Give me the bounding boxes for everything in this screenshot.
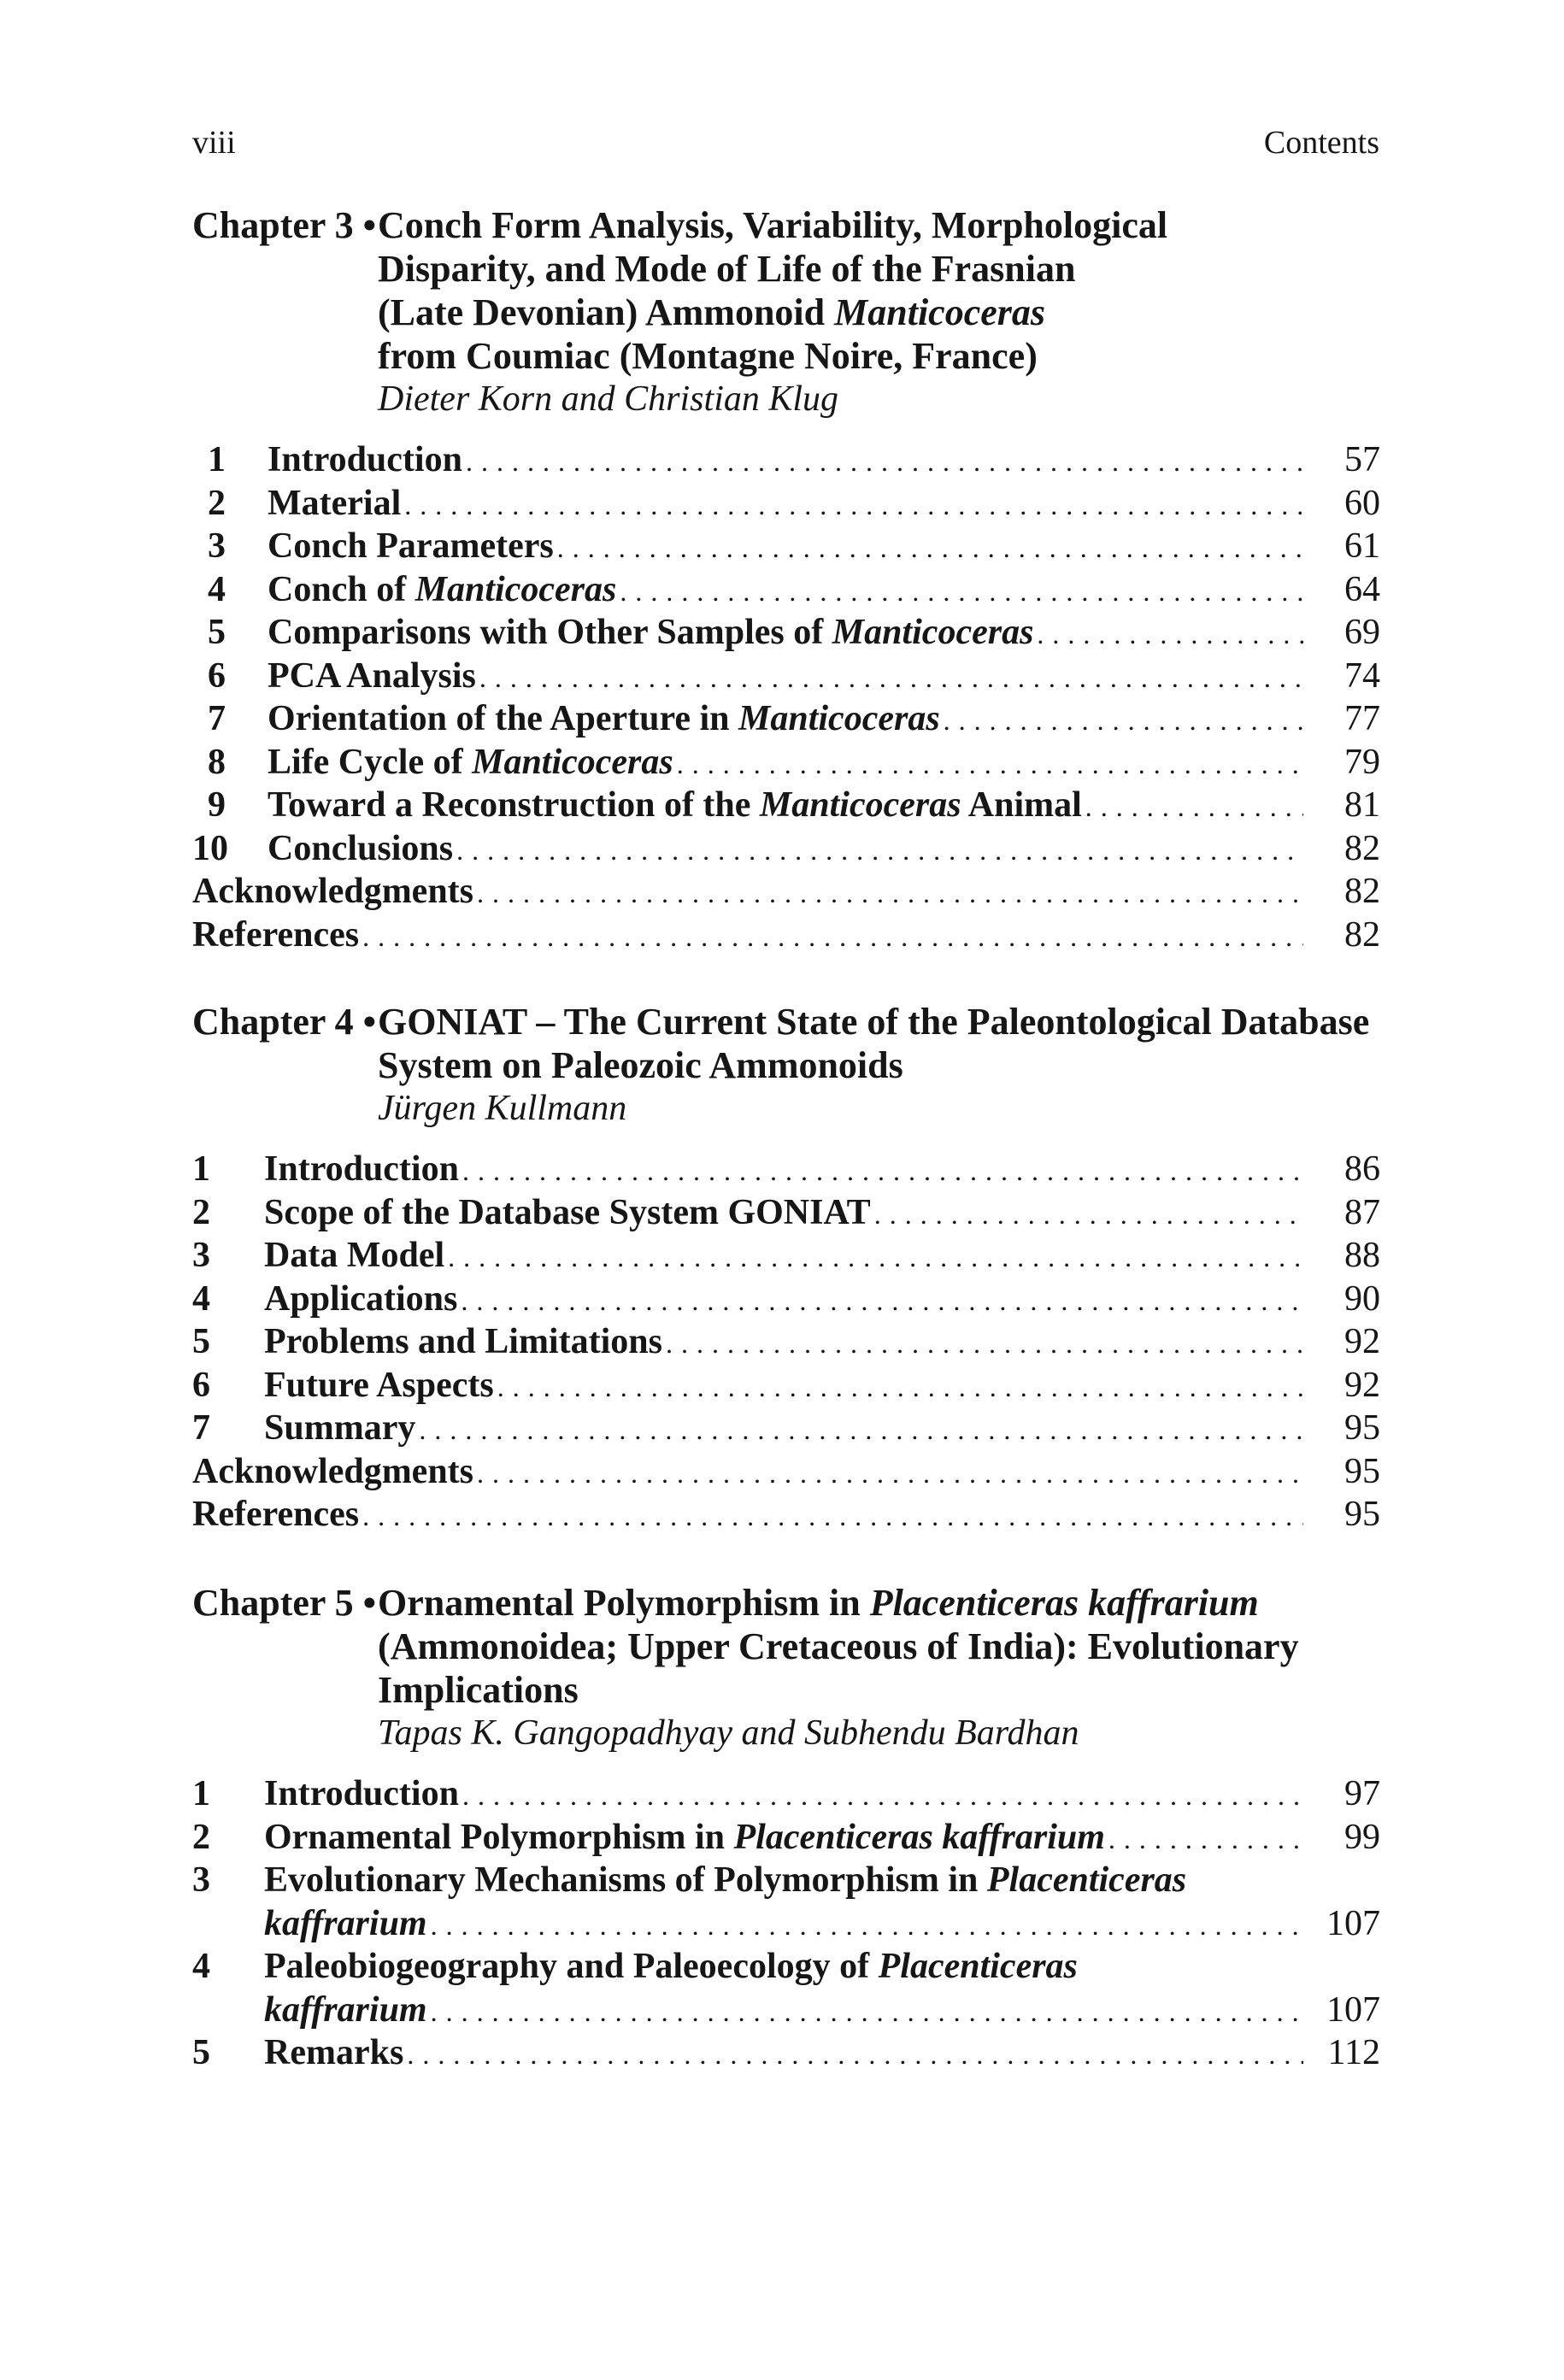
entry-number: 10 (192, 828, 228, 868)
chapter-3-title-line: Conch Form Analysis, Variability, Morphological (378, 204, 1168, 246)
toc-entry[interactable] (192, 611, 1380, 655)
entry-number: 2 (208, 483, 226, 523)
entry-number: 8 (208, 742, 226, 782)
dot-leader (1085, 785, 1303, 829)
dot-leader (620, 570, 1303, 614)
entry-page: 86 (1344, 1149, 1380, 1189)
entry-title-taxon: Placenticeras (986, 1860, 1187, 1900)
dot-leader (448, 1236, 1303, 1279)
running-head (192, 121, 1379, 164)
dot-leader (677, 743, 1303, 786)
entry-title: Paleobiogeography and Paleoecology of (264, 1947, 879, 1986)
entry-page: 92 (1344, 1365, 1380, 1405)
entry-number: 6 (192, 1365, 210, 1405)
entry-page: 107 (1326, 1903, 1380, 1943)
chapter-3-toc (192, 438, 1380, 956)
entry-page: 87 (1344, 1192, 1380, 1232)
chapter-4-block (192, 1000, 1380, 1537)
entry-number: 1 (208, 440, 226, 479)
entry-title: Ornamental Polymorphism in (264, 1817, 734, 1857)
toc-entry[interactable] (192, 568, 1380, 612)
chapter-4-label: Chapter 4 • (192, 1001, 377, 1043)
toc-entry-continuation[interactable] (192, 1989, 1380, 2032)
toc-entry-acknowledgments[interactable] (192, 1450, 1380, 1494)
entry-number: 3 (192, 1860, 210, 1900)
chapter-4-heading (192, 1000, 1380, 1087)
entry-page: 69 (1344, 613, 1380, 652)
entry-title: Comparisons with Other Samples of (268, 613, 832, 652)
dot-leader (362, 1495, 1303, 1538)
dot-leader (497, 1366, 1303, 1409)
entry-title-taxon: kaffrarium (264, 1989, 427, 2030)
toc-entry[interactable] (192, 1191, 1380, 1235)
toc-entry[interactable] (192, 525, 1380, 568)
entry-number: 4 (208, 569, 226, 609)
dot-leader (479, 656, 1303, 700)
entry-number: 2 (192, 1817, 210, 1857)
chapter-4-toc (192, 1148, 1380, 1537)
entry-page: 77 (1344, 699, 1380, 738)
entry-title: Future Aspects (264, 1365, 494, 1405)
entry-title: Introduction (264, 1149, 459, 1189)
entry-title-taxon: Manticoceras (472, 742, 673, 782)
toc-entry[interactable] (192, 1772, 1380, 1816)
toc-entry-references[interactable] (192, 914, 1380, 957)
dot-leader (466, 440, 1303, 484)
chapter-4-title-line: GONIAT – The Current State of the Paleontological Database (378, 1001, 1370, 1043)
entry-title-taxon: Placenticeras (878, 1947, 1078, 1986)
dot-leader (557, 526, 1303, 570)
entry-title: Evolutionary Mechanisms of Polymorphism in (264, 1860, 987, 1900)
entry-number: 7 (208, 699, 226, 738)
dot-leader (462, 1149, 1303, 1193)
entry-number: 3 (192, 1236, 210, 1275)
toc-entry[interactable] (192, 784, 1380, 827)
entry-title: Remarks (264, 2033, 404, 2072)
toc-entry[interactable] (192, 697, 1380, 741)
entry-title: PCA Analysis (268, 655, 476, 696)
entry-page: 90 (1344, 1278, 1380, 1319)
toc-entry[interactable] (192, 1278, 1380, 1321)
entry-title: Conch Parameters (268, 526, 554, 566)
entry-title: Introduction (264, 1774, 459, 1813)
toc-entry[interactable] (192, 827, 1380, 871)
entry-number: 7 (192, 1408, 210, 1448)
entry-title-suffix: Animal (961, 785, 1082, 825)
entry-page: 88 (1344, 1236, 1380, 1275)
dot-leader (462, 1774, 1303, 1818)
chapter-3-label: Chapter 3 • (192, 204, 377, 246)
entry-page: 61 (1344, 526, 1380, 566)
chapter-5-heading (192, 1581, 1380, 1712)
entry-title: Applications (264, 1278, 458, 1319)
toc-entry-acknowledgments[interactable] (192, 870, 1380, 914)
entry-number: 2 (192, 1192, 210, 1232)
toc-entry[interactable] (192, 1859, 1380, 1902)
entry-title: Toward a Reconstruction of the (268, 785, 760, 825)
entry-title-taxon: Placenticeras kaffrarium (733, 1817, 1105, 1857)
entry-page: 95 (1344, 1408, 1380, 1448)
entry-title-taxon: kaffrarium (264, 1903, 427, 1943)
dot-leader (874, 1193, 1303, 1237)
chapter-5-title-taxon: Placenticeras kaffrarium (869, 1582, 1259, 1624)
chapter-5-title-line: (Ammonoidea; Upper Cretaceous of India): Evolutionary (378, 1625, 1299, 1667)
chapter-3-block (192, 203, 1380, 956)
entry-title: Material (268, 483, 402, 523)
entry-title: Introduction (268, 440, 462, 479)
entry-page: 99 (1344, 1817, 1380, 1857)
chapter-5-toc (192, 1772, 1380, 2075)
toc-entry[interactable] (192, 1816, 1380, 1860)
toc-entry[interactable] (192, 655, 1380, 698)
toc-entry[interactable] (192, 482, 1380, 526)
entry-title: Summary (264, 1408, 416, 1448)
dot-leader (1037, 613, 1303, 656)
entry-title: Scope of the Database System GONIAT (264, 1192, 871, 1232)
entry-page: 57 (1344, 440, 1380, 479)
entry-page: 95 (1344, 1451, 1380, 1491)
entry-number: 3 (208, 526, 226, 566)
page-folio: viii (192, 125, 236, 161)
toc-entry[interactable] (192, 438, 1380, 482)
dot-leader (477, 1452, 1303, 1496)
chapter-3-heading (192, 203, 1380, 378)
toc-entry[interactable] (192, 1945, 1380, 1989)
toc-entry[interactable] (192, 1234, 1380, 1278)
dot-leader (407, 2033, 1303, 2077)
chapter-5-authors: Tapas K. Gangopadhyay and Subhendu Bardhan (378, 1713, 1079, 1753)
running-head-section: Contents (1263, 125, 1379, 161)
entry-page: 82 (1344, 914, 1380, 955)
entry-number: 5 (192, 2033, 210, 2072)
dot-leader (666, 1322, 1303, 1366)
dot-leader (404, 484, 1303, 527)
dot-leader (461, 1279, 1303, 1323)
entry-number: 1 (192, 1149, 210, 1189)
toc-entry[interactable] (192, 1148, 1380, 1191)
entry-number: 5 (208, 613, 226, 652)
entry-title: Orientation of the Aperture in (268, 699, 739, 738)
entry-title: References (192, 914, 360, 955)
dot-leader (431, 1990, 1303, 2034)
dot-leader (456, 829, 1303, 873)
chapter-4-title-line: System on Paleozoic Ammonoids (378, 1044, 903, 1086)
entry-title: Acknowledgments (192, 1451, 474, 1491)
toc-entry[interactable] (192, 1320, 1380, 1364)
entry-title-taxon: Manticoceras (759, 785, 961, 825)
entry-page: 74 (1344, 655, 1380, 696)
entry-number: 1 (192, 1774, 210, 1813)
dot-leader (477, 872, 1303, 915)
chapter-5-label: Chapter 5 • (192, 1582, 377, 1624)
entry-title-taxon: Manticoceras (832, 613, 1034, 652)
chapter-3-authors: Dieter Korn and Christian Klug (378, 379, 839, 419)
entry-page: 112 (1327, 2033, 1380, 2072)
toc-entry-references[interactable] (192, 1493, 1380, 1537)
chapter-5-title-line: Implications (378, 1669, 579, 1711)
entry-title-taxon: Manticoceras (738, 699, 940, 738)
chapter-3-title-line: Disparity, and Mode of Life of the Frasnian (378, 248, 1076, 290)
toc-entry-continuation[interactable] (192, 1902, 1380, 1946)
entry-page: 64 (1344, 569, 1380, 609)
toc-entry[interactable] (192, 741, 1380, 785)
chapter-4-authors: Jürgen Kullmann (378, 1089, 627, 1128)
entry-number: 4 (192, 1947, 210, 1986)
entry-title: Conch of (268, 569, 415, 609)
entry-title: Conclusions (268, 828, 454, 868)
entry-title-taxon: Manticoceras (415, 569, 617, 609)
entry-title: Data Model (264, 1236, 445, 1275)
dot-leader (944, 699, 1303, 743)
entry-number: 6 (208, 655, 226, 696)
chapter-5-title-line: Ornamental Polymorphism in (378, 1582, 870, 1624)
entry-page: 92 (1344, 1322, 1380, 1361)
entry-page: 82 (1344, 828, 1380, 868)
entry-number: 5 (192, 1322, 210, 1361)
dot-leader (431, 1904, 1303, 1948)
entry-title: References (192, 1495, 360, 1534)
toc-entry[interactable] (192, 1407, 1380, 1450)
dot-leader (362, 915, 1303, 959)
entry-number: 4 (192, 1278, 210, 1319)
toc-entry[interactable] (192, 1364, 1380, 1407)
entry-number: 9 (208, 785, 226, 825)
entry-title: Problems and Limitations (264, 1322, 662, 1361)
chapter-3-title-taxon: Manticoceras (834, 291, 1046, 333)
entry-page: 97 (1344, 1774, 1380, 1813)
dot-leader (1108, 1818, 1303, 1861)
entry-page: 60 (1344, 483, 1380, 523)
entry-title: Acknowledgments (192, 872, 474, 911)
chapter-3-title-line: from Coumiac (Montagne Noire, France) (378, 335, 1038, 377)
entry-page: 107 (1326, 1989, 1380, 2030)
toc-entry[interactable] (192, 2031, 1380, 2075)
dot-leader (419, 1408, 1303, 1452)
chapter-3-title-line: (Late Devonian) Ammonoid (378, 291, 835, 333)
entry-title: Life Cycle of (268, 742, 473, 782)
entry-page: 95 (1344, 1495, 1380, 1534)
entry-page: 81 (1344, 785, 1380, 825)
entry-page: 79 (1344, 742, 1380, 782)
chapter-5-block (192, 1581, 1380, 2075)
entry-page: 82 (1344, 872, 1380, 911)
